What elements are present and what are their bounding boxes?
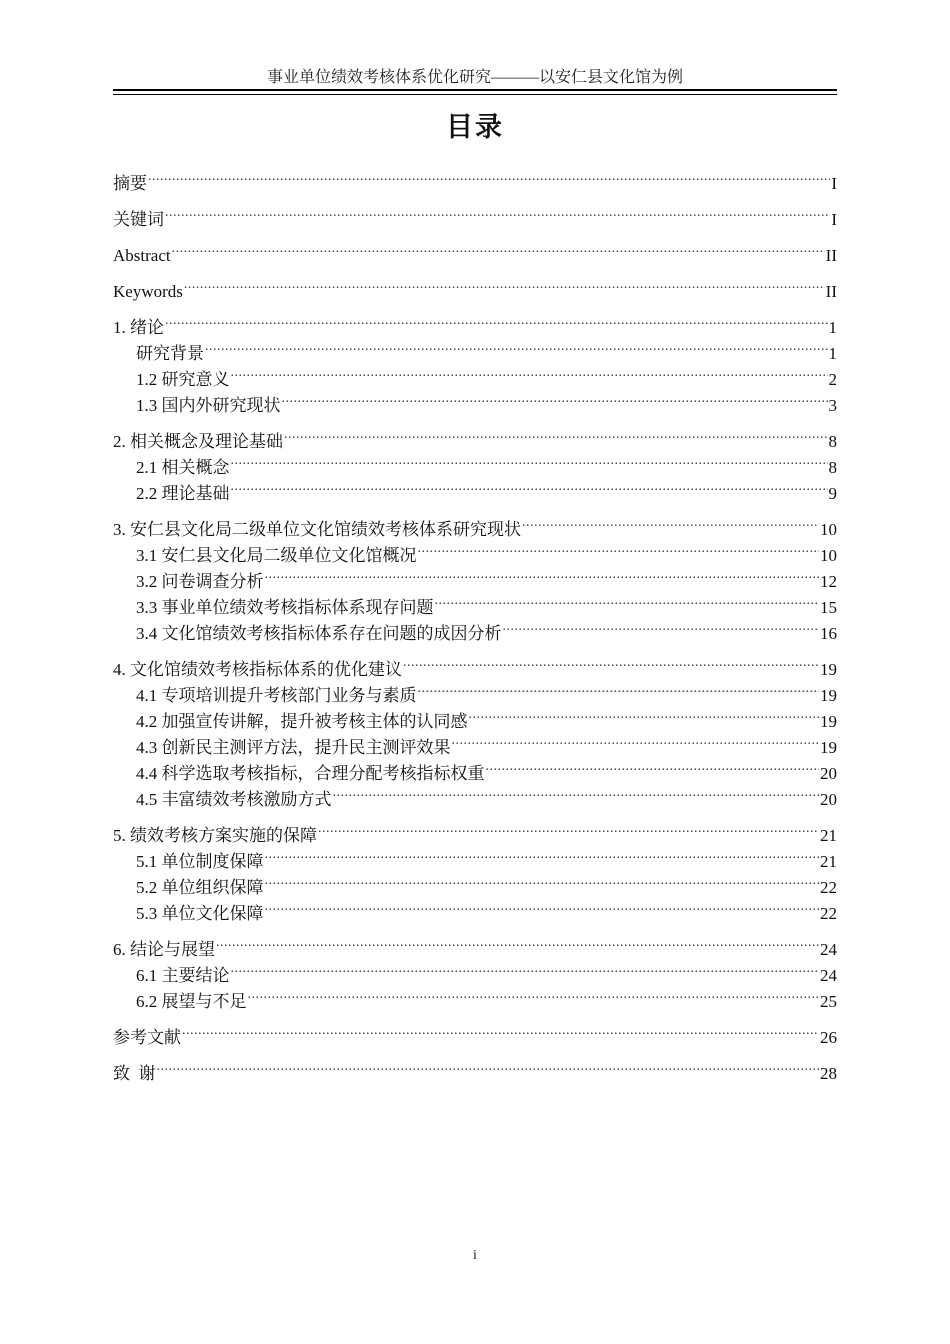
toc-entry[interactable] bbox=[113, 649, 837, 679]
dot-leader bbox=[418, 535, 820, 561]
toc-entry-label: 致 谢 bbox=[113, 1064, 156, 1083]
toc-entry-label: 3.3 事业单位绩效考核指标体系现存问题 bbox=[136, 598, 434, 617]
dot-leader bbox=[503, 613, 820, 639]
toc-entry[interactable] bbox=[113, 509, 837, 539]
toc-entry[interactable] bbox=[113, 1017, 837, 1047]
dot-leader bbox=[231, 359, 828, 385]
toc-entry-label: 研究背景 bbox=[136, 344, 204, 363]
toc-entry-label: 1. 绪论 bbox=[113, 318, 164, 337]
dot-leader bbox=[284, 421, 828, 447]
toc-entry-label: Abstract bbox=[113, 246, 171, 265]
dot-leader bbox=[452, 727, 820, 753]
toc-entry[interactable] bbox=[113, 955, 837, 985]
toc-entry-page-number: 21 bbox=[820, 826, 837, 845]
toc-entry[interactable] bbox=[113, 307, 837, 337]
dot-leader bbox=[403, 649, 819, 675]
toc-entry-page-number: 16 bbox=[820, 624, 837, 643]
toc-entry-page-number: 1 bbox=[828, 344, 837, 363]
page-number: i bbox=[473, 1248, 477, 1263]
toc-entry-label: 2.1 相关概念 bbox=[136, 458, 230, 477]
dot-leader bbox=[165, 307, 828, 333]
dot-leader bbox=[231, 473, 828, 499]
dot-leader bbox=[265, 867, 820, 893]
toc-entry-label: 1.3 国内外研究现状 bbox=[136, 396, 281, 415]
dot-leader bbox=[248, 981, 820, 1007]
toc-entry-label: 5.1 单位制度保障 bbox=[136, 852, 264, 871]
dot-leader bbox=[231, 955, 820, 981]
toc-entry-page-number: 20 bbox=[820, 790, 837, 809]
running-header: 事业单位绩效考核体系优化研究———以安仁县文化馆为例 bbox=[266, 69, 683, 86]
toc-entry-page-number: II bbox=[825, 282, 837, 301]
toc-entry-label: 4. 文化馆绩效考核指标体系的优化建议 bbox=[113, 660, 402, 679]
table-of-contents bbox=[113, 163, 837, 1083]
toc-entry-label: 2. 相关概念及理论基础 bbox=[113, 432, 283, 451]
toc-entry-label: 摘要 bbox=[113, 174, 147, 193]
toc-entry-page-number: 8 bbox=[828, 458, 837, 477]
toc-entry-page-number: 8 bbox=[828, 432, 837, 451]
toc-entry[interactable] bbox=[113, 235, 837, 265]
toc-entry-page-number: 3 bbox=[828, 396, 837, 415]
dot-leader bbox=[184, 271, 825, 297]
toc-entry-page-number: 12 bbox=[820, 572, 837, 591]
toc-entry[interactable] bbox=[113, 359, 837, 389]
toc-entry-page-number: 19 bbox=[820, 712, 837, 731]
toc-title: 目录 bbox=[446, 112, 504, 143]
dot-leader bbox=[172, 235, 825, 261]
toc-entry-label: 3. 安仁县文化局二级单位文化馆绩效考核体系研究现状 bbox=[113, 520, 521, 539]
header-rule-thick bbox=[113, 89, 837, 91]
dot-leader bbox=[265, 893, 820, 919]
toc-entry-label: 4.5 丰富绩效考核激励方式 bbox=[136, 790, 332, 809]
toc-entry[interactable] bbox=[113, 199, 837, 229]
toc-entry-label: 2.2 理论基础 bbox=[136, 484, 230, 503]
toc-entry-label: 4.2 加强宣传讲解，提升被考核主体的认同感 bbox=[136, 712, 468, 731]
toc-entry-label: 3.4 文化馆绩效考核指标体系存在问题的成因分析 bbox=[136, 624, 502, 643]
dot-leader bbox=[182, 1017, 819, 1043]
toc-entry-page-number: 22 bbox=[820, 904, 837, 923]
toc-entry-page-number: II bbox=[825, 246, 837, 265]
dot-leader bbox=[148, 163, 830, 189]
dot-leader bbox=[486, 753, 820, 779]
toc-entry[interactable] bbox=[113, 333, 837, 363]
toc-entry-page-number: 28 bbox=[820, 1064, 837, 1083]
toc-entry-page-number: 19 bbox=[820, 686, 837, 705]
dot-leader bbox=[265, 841, 820, 867]
toc-entry-label: 5. 绩效考核方案实施的保障 bbox=[113, 826, 317, 845]
toc-entry-page-number: 25 bbox=[820, 992, 837, 1011]
dot-leader bbox=[318, 815, 819, 841]
toc-entry-page-number: 24 bbox=[820, 966, 837, 985]
header-rule-thin bbox=[113, 94, 837, 95]
toc-entry[interactable] bbox=[113, 929, 837, 959]
toc-entry-label: 6.2 展望与不足 bbox=[136, 992, 247, 1011]
toc-entry-label: Keywords bbox=[113, 282, 183, 301]
toc-entry-label: 5.2 单位组织保障 bbox=[136, 878, 264, 897]
dot-leader bbox=[282, 385, 828, 411]
toc-entry-page-number: 24 bbox=[820, 940, 837, 959]
dot-leader bbox=[157, 1053, 820, 1079]
toc-entry-page-number: I bbox=[831, 210, 837, 229]
toc-entry-page-number: 26 bbox=[820, 1028, 837, 1047]
toc-entry-label: 4.3 创新民主测评方法，提升民主测评效果 bbox=[136, 738, 451, 757]
dot-leader bbox=[216, 929, 819, 955]
toc-entry[interactable] bbox=[113, 815, 837, 845]
toc-entry-page-number: 19 bbox=[820, 660, 837, 679]
toc-entry-label: 关键词 bbox=[113, 210, 164, 229]
toc-entry-label: 6.1 主要结论 bbox=[136, 966, 230, 985]
dot-leader bbox=[333, 779, 820, 805]
toc-entry-label: 6. 结论与展望 bbox=[113, 940, 215, 959]
dot-leader bbox=[165, 199, 830, 225]
dot-leader bbox=[435, 587, 820, 613]
dot-leader bbox=[469, 701, 820, 727]
toc-entry-page-number: 2 bbox=[828, 370, 837, 389]
toc-entry-page-number: 20 bbox=[820, 764, 837, 783]
dot-leader bbox=[231, 447, 828, 473]
toc-entry-label: 1.2 研究意义 bbox=[136, 370, 230, 389]
toc-entry-label: 4.1 专项培训提升考核部门业务与素质 bbox=[136, 686, 417, 705]
toc-entry-label: 5.3 单位文化保障 bbox=[136, 904, 264, 923]
toc-entry-page-number: 21 bbox=[820, 852, 837, 871]
toc-entry-page-number: 1 bbox=[828, 318, 837, 337]
toc-entry-page-number: 10 bbox=[820, 546, 837, 565]
toc-entry-page-number: I bbox=[831, 174, 837, 193]
toc-entry-label: 4.4 科学选取考核指标，合理分配考核指标权重 bbox=[136, 764, 485, 783]
toc-entry-label: 3.1 安仁县文化局二级单位文化馆概况 bbox=[136, 546, 417, 565]
toc-entry-page-number: 9 bbox=[828, 484, 837, 503]
toc-entry-page-number: 10 bbox=[820, 520, 837, 539]
toc-entry-page-number: 22 bbox=[820, 878, 837, 897]
toc-entry-label: 参考文献 bbox=[113, 1028, 181, 1047]
toc-entry[interactable] bbox=[113, 1053, 837, 1083]
toc-entry[interactable] bbox=[113, 271, 837, 301]
dot-leader bbox=[205, 333, 828, 359]
dot-leader bbox=[418, 675, 820, 701]
toc-entry[interactable] bbox=[113, 163, 837, 193]
dot-leader bbox=[522, 509, 819, 535]
toc-entry-page-number: 15 bbox=[820, 598, 837, 617]
toc-entry-page-number: 19 bbox=[820, 738, 837, 757]
toc-entry-label: 3.2 问卷调查分析 bbox=[136, 572, 264, 591]
toc-entry[interactable] bbox=[113, 421, 837, 451]
dot-leader bbox=[265, 561, 820, 587]
